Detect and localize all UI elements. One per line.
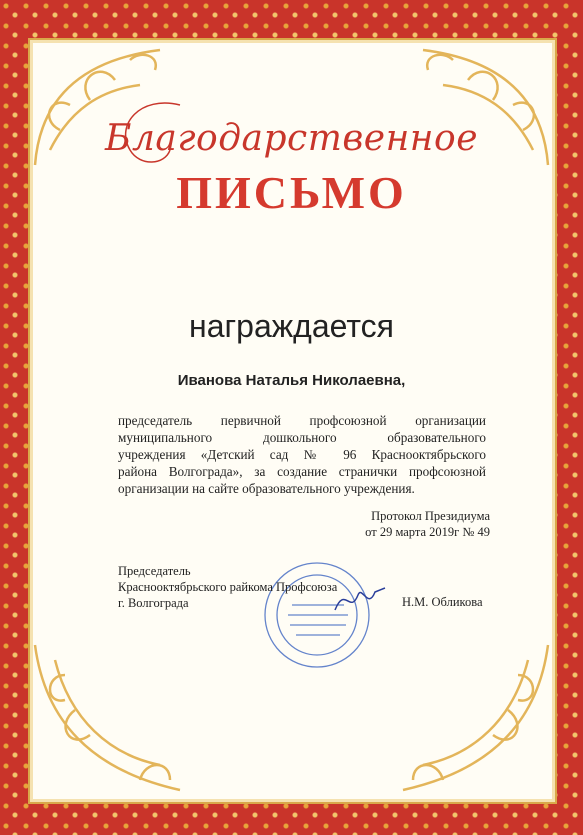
title-main: ПИСЬМО bbox=[176, 167, 407, 218]
title-script: Благодарственное bbox=[105, 118, 478, 159]
protocol-date: от 29 марта 2019г № 49 bbox=[365, 525, 490, 539]
citation-line: учреждения «Детский сад № 96 Краснооктябрьского bbox=[118, 447, 486, 462]
bottom-left-flourish bbox=[30, 640, 190, 800]
protocol-reference bbox=[365, 508, 490, 540]
handwritten-signature bbox=[330, 580, 390, 620]
citation-text bbox=[118, 412, 486, 497]
signatory-line: Председатель bbox=[118, 564, 191, 578]
bottom-right-flourish bbox=[393, 640, 553, 800]
signatory-position bbox=[118, 563, 337, 611]
signatory-line: г. Волгограда bbox=[118, 596, 189, 610]
citation-line: муниципального дошкольного образовательного bbox=[118, 430, 486, 445]
citation-line: председатель первичной профсоюзной организации bbox=[118, 413, 486, 428]
signatory-line: Краснооктябрьского райкома Профсоюза bbox=[118, 580, 338, 594]
citation-line: организации на сайте образовательного учреждения. bbox=[118, 481, 415, 496]
protocol-title: Протокол Президиума bbox=[371, 509, 490, 523]
recipient-name: Иванова Наталья Николаевна, bbox=[177, 372, 406, 389]
awarded-heading: награждается bbox=[189, 308, 394, 344]
signer-name: Н.М. Обликова bbox=[402, 595, 483, 609]
citation-line: района Волгограда», за создание странички профсоюзной bbox=[118, 464, 486, 479]
